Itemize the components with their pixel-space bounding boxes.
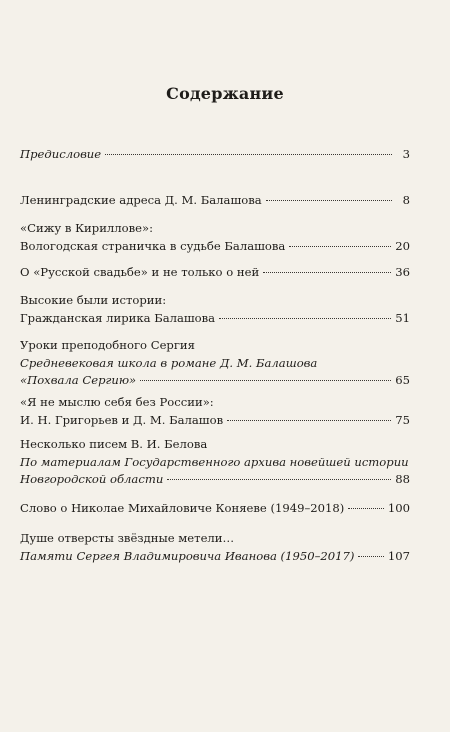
toc-page-number: 100	[387, 501, 410, 515]
toc-entry-line	[20, 146, 410, 164]
toc-entry-text: Несколько писем В. И. Белова	[20, 437, 208, 451]
toc-entry[interactable]	[20, 264, 410, 282]
toc-entry-line	[20, 500, 410, 518]
toc-page-number: 36	[395, 265, 410, 279]
toc-leader-dots	[289, 245, 391, 247]
toc-entry-text: «Сижу в Кириллове»:	[20, 221, 154, 235]
toc-leader-dots	[266, 199, 392, 201]
toc-leader-dots	[105, 153, 392, 155]
toc-entry-line	[20, 436, 410, 454]
toc-entry-text: Гражданская лирика Балашова	[20, 310, 216, 325]
toc-entry-line	[20, 412, 410, 430]
toc-entry-line	[20, 310, 410, 328]
toc-page-number: 75	[395, 412, 410, 427]
toc-entry-line	[20, 192, 410, 210]
toc-entry-line	[20, 337, 410, 355]
toc-entry-text: Средневековая школа в романе Д. М. Балашова	[20, 355, 318, 370]
toc-entry-line	[20, 238, 410, 256]
toc-entry[interactable]	[20, 337, 410, 390]
toc-entry-text: Высокие были истории:	[20, 293, 167, 307]
toc-entry-line	[20, 264, 410, 282]
toc-entry-text: Новгородской области	[20, 472, 164, 486]
toc-page-number: 20	[395, 238, 410, 253]
toc-entry-text: Памяти Сергея Владимировича Иванова (1950–2017)	[20, 548, 355, 563]
toc-entry-line	[20, 548, 410, 566]
toc-entry[interactable]	[20, 436, 410, 489]
toc-entry-text: По материалам Государственного архива новейшей истории	[20, 454, 409, 469]
toc-entry-text: Душе отверсты звёздные метели…	[20, 531, 235, 545]
toc-leader-dots	[263, 271, 391, 273]
toc-entry[interactable]	[20, 146, 410, 164]
toc-page-number: 3	[402, 147, 410, 161]
toc-entry-line	[20, 394, 410, 412]
toc-entry-text: Слово о Николае Михайловиче Коняеве (1949–2018)	[20, 501, 345, 515]
toc-entry-text: Предисловие	[20, 147, 102, 161]
toc-entry[interactable]	[20, 292, 410, 327]
toc-entry-text: «Похвала Сергию»	[20, 373, 137, 387]
toc-entry-text: И. Н. Григорьев и Д. М. Балашов	[20, 412, 224, 427]
toc-entry-line	[20, 220, 410, 238]
toc-page-number: 88	[395, 472, 410, 486]
toc-page-number: 8	[402, 193, 410, 207]
toc-entry-text: Ленинградские адреса Д. М. Балашова	[20, 193, 262, 207]
toc-entry[interactable]	[20, 220, 410, 255]
toc-entry[interactable]	[20, 500, 410, 518]
toc-entry-line	[20, 355, 410, 373]
toc-leader-dots	[348, 507, 384, 509]
toc-entry[interactable]	[20, 192, 410, 210]
toc-page-number: 107	[387, 548, 410, 563]
toc-entry[interactable]	[20, 394, 410, 429]
toc-entry-line	[20, 530, 410, 548]
toc-leader-dots	[167, 478, 391, 480]
toc-leader-dots	[227, 419, 391, 421]
toc-leader-dots	[358, 555, 383, 557]
toc-leader-dots	[219, 317, 391, 319]
toc-page-number: 65	[395, 373, 410, 387]
toc-entry-line	[20, 292, 410, 310]
toc-entry-text: Вологодская страничка в судьбе Балашова	[20, 238, 286, 253]
toc-entry-line	[20, 471, 410, 489]
toc-leader-dots	[140, 379, 391, 381]
toc-page-number: 51	[395, 310, 410, 325]
toc-entry[interactable]	[20, 530, 410, 565]
toc-entry-line	[20, 372, 410, 390]
toc-entry-text: «Я не мыслю себя без России»:	[20, 395, 214, 409]
toc-entry-text: О «Русской свадьбе» и не только о ней	[20, 265, 260, 279]
toc-entry-text: Уроки преподобного Сергия	[20, 338, 195, 352]
toc-entry-line	[20, 454, 410, 472]
page-title: Содержание	[166, 84, 284, 103]
